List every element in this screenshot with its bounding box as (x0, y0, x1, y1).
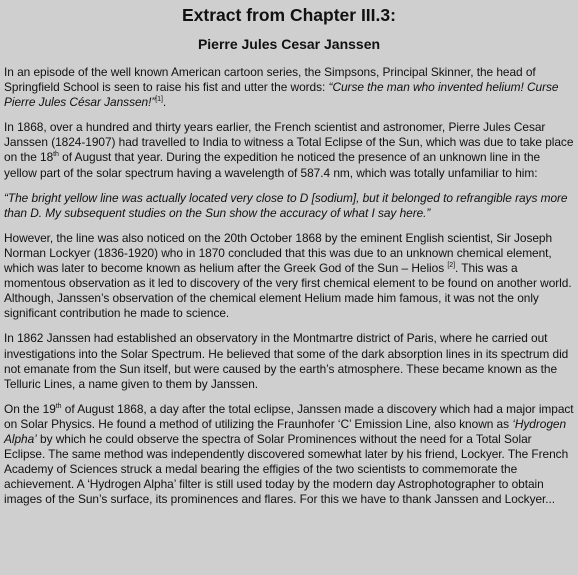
section-subtitle: Pierre Jules Cesar Janssen (197, 36, 381, 52)
paragraph-text: of August that year. During the expedition he noticed the presence of an unknown line in the yellow part of the solar spectrum having a wavelength of 587.4 nm, which was totally unfamiliar to him: (4, 150, 541, 180)
skinner-quote: “Curse the man who invented helium! Curse Pierre Jules César Janssen!” (4, 80, 559, 110)
paragraph-text: In an episode of the well known American cartoon series, the Simpsons, Principal Skinner, the head of Springfield School is seen to raise his fist and utter the words: (4, 65, 536, 95)
chapter-title: Extract from Chapter III.3: (182, 5, 396, 25)
paragraph-hydrogen-alpha (4, 402, 574, 508)
janssen-quote: “The bright yellow line was actually located very close to D [sodium], but it belonged to refrangible rays more than D. My subsequent studies on the Sun show the accuracy of what I say here.” (4, 190, 568, 220)
paragraph-1868-expedition (4, 120, 574, 180)
hydrogen-alpha-term: ‘Hydrogen Alpha’ (4, 416, 567, 446)
ordinal-suffix: th (55, 402, 62, 410)
paragraph-text: of August 1868, a day after the total eclipse, Janssen made a discovery which had a major impact on Solar Physics. He found a method of utilizing the Fraunhofer ‘C’ Emission Line, also known as (4, 401, 574, 431)
paragraph-end: . (162, 95, 167, 110)
paragraph-lockyer (4, 231, 574, 322)
paragraph-text: . This was a momentous observation as it led to discovery of the very first chemical element to be found on another world. Although, Janssen’s observation of the chemical element Helium made him famous, it was not the only significant contribution he made to science. (4, 261, 572, 321)
paragraph-text: On the 19 (4, 401, 56, 416)
paragraph-text: However, the line was also noticed on the 20th October 1868 by the eminent English scientist, Sir Joseph Norman Lockyer (1836-1920) who in 1870 concluded that this was due to an unknown chemical element, which was later to become known as helium after the Greek God of the Sun – Helios (4, 230, 553, 276)
paragraph-text: In 1868, over a hundred and thirty years earlier, the French scientist and astronomer, Pierre Jules Cesar Janssen (1824-1907) had travelled to India to witness a Total Eclipse of the Sun, which was due to take place on the 18 (4, 120, 574, 165)
paragraph-text: by which he could observe the spectra of Solar Prominences without the need for a Total Solar Eclipse. The same method was independently discovered somewhat later by his friend, Lockyer. The French Academy of Sciences struck a medal bearing the effigies of the two scientists to commemorate the achievement. A ‘Hydrogen Alpha’ filter is still used today by the modern day Astrophotographer to obtain images of the Sun’s surface, its prominences and flares. For this we have to thank Janssen and Lockyer... (4, 431, 569, 507)
paragraph-simpsons (4, 65, 574, 110)
reference-2: [2] (447, 262, 455, 270)
reference-1: [1] (155, 96, 163, 104)
paragraph-observatory: In 1862 Janssen had established an observatory in the Montmartre district of Paris, where he carried out investigations into the Solar Spectrum. He believed that some of the dark absorption lines in its spectrum did not emanate from the Sun itself, but were caused by the earth’s atmosphere. These became known as the Telluric Lines, a name given to them by Janssen. (4, 331, 569, 391)
ordinal-suffix: th (53, 151, 59, 159)
